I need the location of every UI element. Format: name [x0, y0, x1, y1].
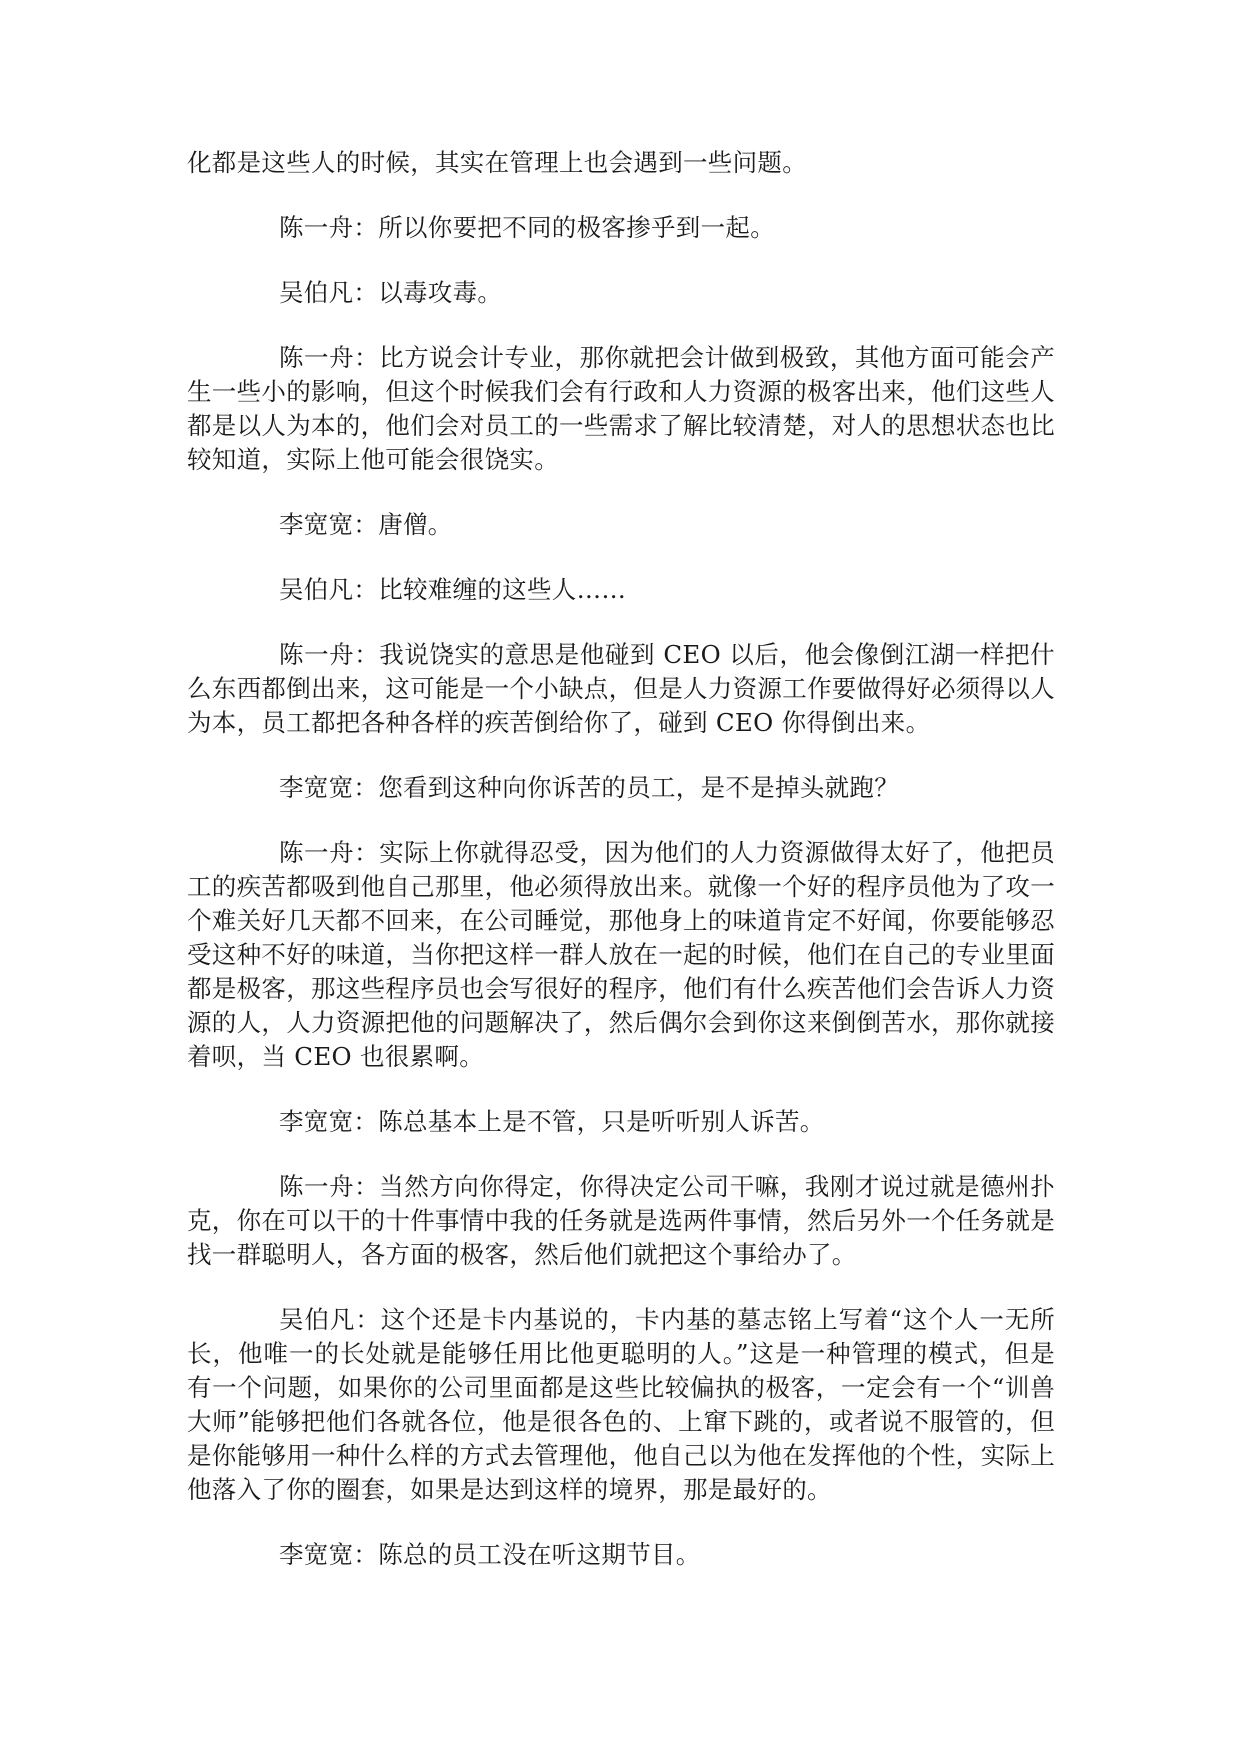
- paragraph: 陈一舟：实际上你就得忍受，因为他们的人力资源做得太好了，他把员工的疾苦都吸到他自己那里，他必须得放出来。就像一个好的程序员他为了攻一个难关好几天都不回来，在公司睡觉，那他身上的味道肯定不好闻，你要能够忍受这种不好的味道，当你把这样一群人放在一起的时候，他们在自己的专业里面都是极客，那这些程序员也会写很好的程序，他们有什么疾苦他们会告诉人力资源的人，人力资源把他的问题解决了，然后偶尔会到你这来倒倒苦水，那你就接着呗，当 CEO 也很累啊。: [187, 838, 1055, 1071]
- paragraph: 吴伯凡：这个还是卡内基说的，卡内基的墓志铭上写着“这个人一无所长，他唯一的长处就是能够任用比他更聪明的人。”这是一种管理的模式，但是有一个问题，如果你的公司里面都是这些比较偏执的极客，一定会有一个“训兽大师”能够把他们各就各位，他是很各色的、上窜下跳的，或者说不服管的，但是你能够用一种什么样的方式去管理他，他自己以为他在发挥他的个性，实际上他落入了你的圈套，如果是达到这样的境界，那是最好的。: [187, 1305, 1055, 1504]
- paragraph: 李宽宽：陈总的员工没在听这期节目。: [279, 1540, 701, 1569]
- paragraph: 陈一舟：当然方向你得定，你得决定公司干嘛，我刚才说过就是德州扑克，你在可以干的十件事情中我的任务就是选两件事情，然后另外一个任务就是找一群聪明人，各方面的极客，然后他们就把这个事给办了。: [187, 1172, 1055, 1269]
- document-page: [187, 146, 1055, 1603]
- paragraph: 吴伯凡：以毒攻毒。: [279, 278, 503, 307]
- paragraph: 李宽宽：唐僧。: [279, 510, 453, 539]
- paragraph: 吴伯凡：比较难缠的这些人……: [279, 575, 627, 604]
- paragraph: 陈一舟：我说饶实的意思是他碰到 CEO 以后，他会像倒江湖一样把什么东西都倒出来，这可能是一个小缺点，但是人力资源工作要做得好必须得以人为本，员工都把各种各样的疾苦倒给你了，碰到 CEO 你得倒出来。: [187, 640, 1055, 737]
- paragraph: 陈一舟：所以你要把不同的极客掺乎到一起。: [279, 213, 775, 242]
- paragraph: 化都是这些人的时候，其实在管理上也会遇到一些问题。: [187, 148, 807, 177]
- paragraph: 李宽宽：您看到这种向你诉苦的员工，是不是掉头就跑？: [279, 773, 899, 802]
- paragraph: 陈一舟：比方说会计专业，那你就把会计做到极致，其他方面可能会产生一些小的影响，但这个时候我们会有行政和人力资源的极客出来，他们这些人都是以人为本的，他们会对员工的一些需求了解比较清楚，对人的思想状态也比较知道，实际上他可能会很饶实。: [187, 343, 1055, 474]
- paragraph: 李宽宽：陈总基本上是不管，只是听听别人诉苦。: [279, 1107, 825, 1136]
